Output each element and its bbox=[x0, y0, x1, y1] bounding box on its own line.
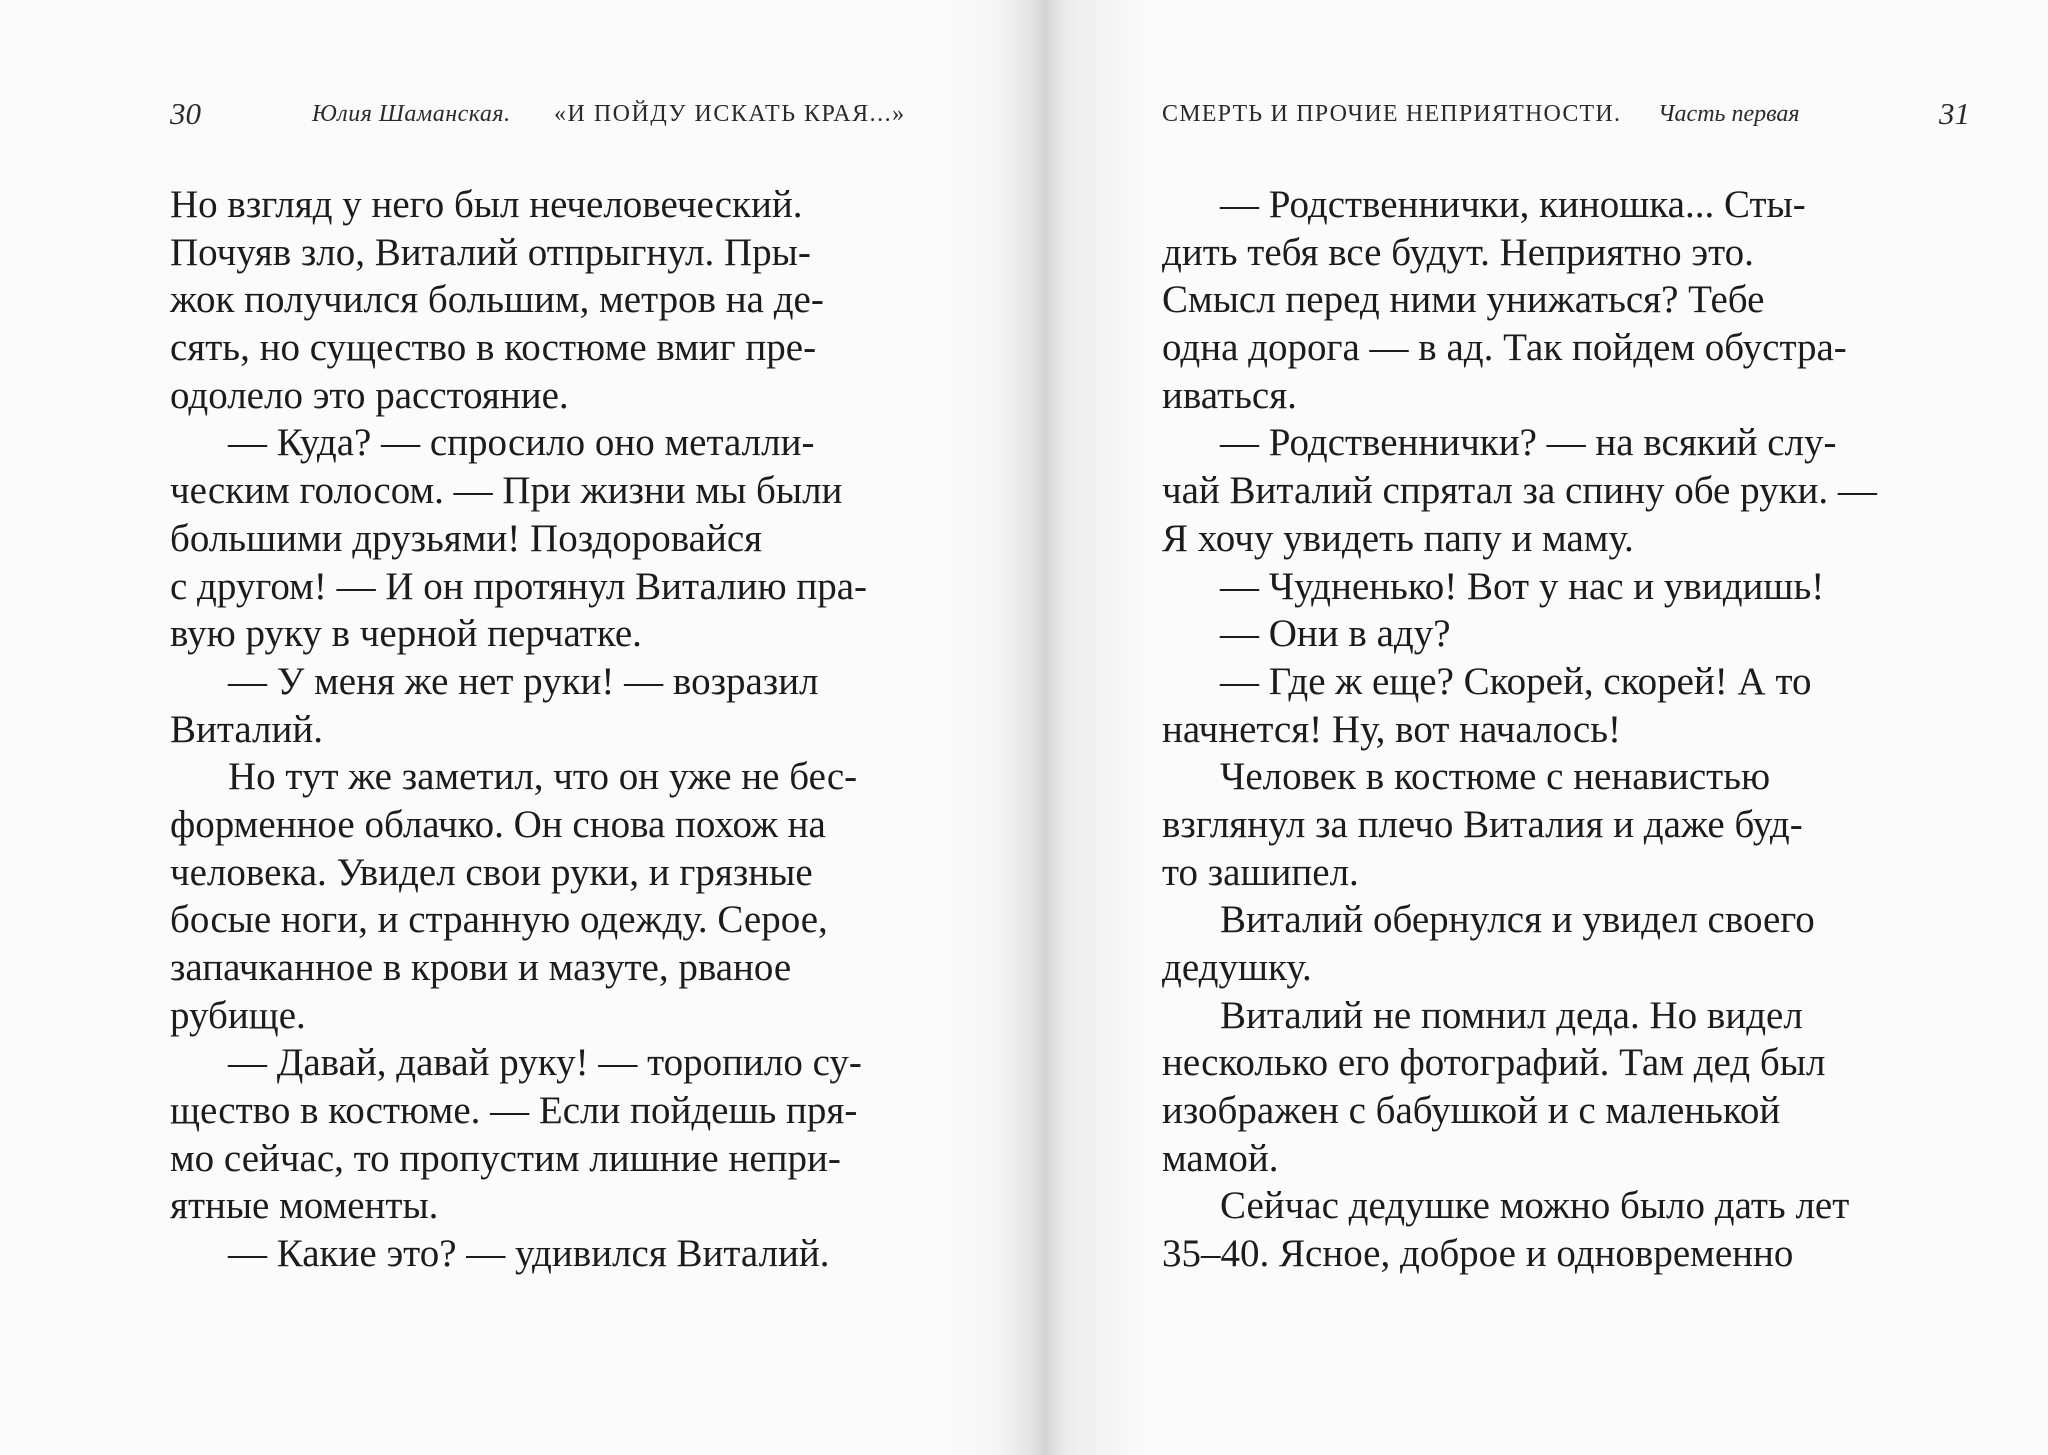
text-line: щество в костюме. — Если пойдешь пря- bbox=[170, 1089, 858, 1133]
running-head-title: «И ПОЙДУ ИСКАТЬ КРАЯ...» bbox=[554, 101, 906, 127]
text-line: Виталий. bbox=[170, 707, 324, 751]
text-line: Я хочу увидеть папу и маму. bbox=[1162, 516, 1634, 560]
running-head-author: Юлия Шаманская. bbox=[312, 101, 511, 127]
text-line: ческим голосом. — При жизни мы были bbox=[170, 469, 843, 513]
text-line: мо сейчас, то пропустим лишние непри- bbox=[170, 1136, 841, 1180]
text-line: Почуяв зло, Виталий отпрыгнул. Пры- bbox=[170, 230, 811, 274]
text-line: Но взгляд у него был нечеловеческий. bbox=[170, 183, 803, 226]
text-line: Но тут же заметил, что он уже не бес- bbox=[228, 755, 858, 799]
text-line: с другом! — И он протянул Виталию пра- bbox=[170, 564, 868, 608]
text-line: начнется! Ну, вот началось! bbox=[1162, 707, 1622, 751]
text-line: сять, но существо в костюме вмиг пре- bbox=[170, 326, 817, 370]
page-number: 31 bbox=[1939, 96, 1970, 131]
body-text bbox=[1162, 181, 1972, 1278]
text-line: Виталий не помнил деда. Но видел bbox=[1220, 993, 1803, 1037]
text-line: дить тебя все будут. Неприятно это. bbox=[1162, 230, 1754, 274]
text-line: несколько его фотографий. Там дед был bbox=[1162, 1041, 1826, 1085]
text-line: Смысл перед ними унижаться? Тебе bbox=[1162, 278, 1765, 322]
text-line: босые ноги, и странную одежду. Серое, bbox=[170, 898, 828, 942]
text-line: — Чудненько! Вот у нас и увидишь! bbox=[1220, 564, 1825, 608]
body-text bbox=[170, 181, 930, 1278]
text-line: чай Виталий спрятал за спину обе руки. — bbox=[1162, 469, 1877, 513]
text-line: ятные моменты. bbox=[170, 1184, 439, 1228]
text-line: иваться. bbox=[1162, 373, 1297, 417]
text-line: жок получился большим, метров на де- bbox=[170, 278, 824, 322]
text-line: форменное облачко. Он снова похож на bbox=[170, 802, 826, 846]
text-line: 35–40. Ясное, доброе и одновременно bbox=[1162, 1232, 1794, 1276]
text-line: Человек в костюме с ненавистью bbox=[1220, 755, 1771, 799]
text-line: одолело это расстояние. bbox=[170, 373, 569, 417]
text-line: — Какие это? — удивился Виталий. bbox=[228, 1232, 830, 1276]
text-line: — Давай, давай руку! — торопило су- bbox=[228, 1041, 862, 1085]
text-line: — Куда? — спросило оно металли- bbox=[228, 421, 815, 465]
text-line: взглянул за плечо Виталия и даже буд- bbox=[1162, 802, 1803, 846]
right-page bbox=[1050, 0, 2048, 1455]
text-line: запачканное в крови и мазуте, рваное bbox=[170, 946, 792, 989]
text-line: Виталий обернулся и увидел своего bbox=[1220, 898, 1815, 942]
text-line: то зашипел. bbox=[1162, 850, 1359, 894]
text-line: — Где ж еще? Скорей, скорей! А то bbox=[1220, 659, 1812, 703]
text-line: большими друзьями! Поздоровайся bbox=[170, 516, 763, 560]
text-line: человека. Увидел свои руки, и грязные bbox=[170, 850, 813, 894]
text-line: мамой. bbox=[1162, 1136, 1279, 1180]
text-line: Сейчас дедушке можно было дать лет bbox=[1220, 1184, 1850, 1228]
running-head-part: Часть первая bbox=[1658, 101, 1800, 127]
page-number: 30 bbox=[170, 96, 201, 131]
text-line: — Они в аду? bbox=[1220, 612, 1451, 656]
running-head-title: СМЕРТЬ И ПРОЧИЕ НЕПРИЯТНОСТИ. bbox=[1162, 101, 1622, 127]
running-head-right bbox=[1162, 96, 1970, 136]
text-line: — У меня же нет руки! — возразил bbox=[228, 659, 819, 703]
text-line: изображен с бабушкой и с маленькой bbox=[1162, 1089, 1781, 1133]
text-line: рубище. bbox=[170, 993, 306, 1037]
running-head-left bbox=[170, 96, 950, 136]
text-line: одна дорога — в ад. Так пойдем обустра- bbox=[1162, 326, 1847, 370]
text-line: — Родственнички, киношка... Сты- bbox=[1220, 183, 1806, 226]
text-line: дедушку. bbox=[1162, 946, 1312, 989]
text-line: вую руку в черной перчатке. bbox=[170, 612, 642, 656]
text-line: — Родственнички? — на всякий слу- bbox=[1220, 421, 1837, 465]
